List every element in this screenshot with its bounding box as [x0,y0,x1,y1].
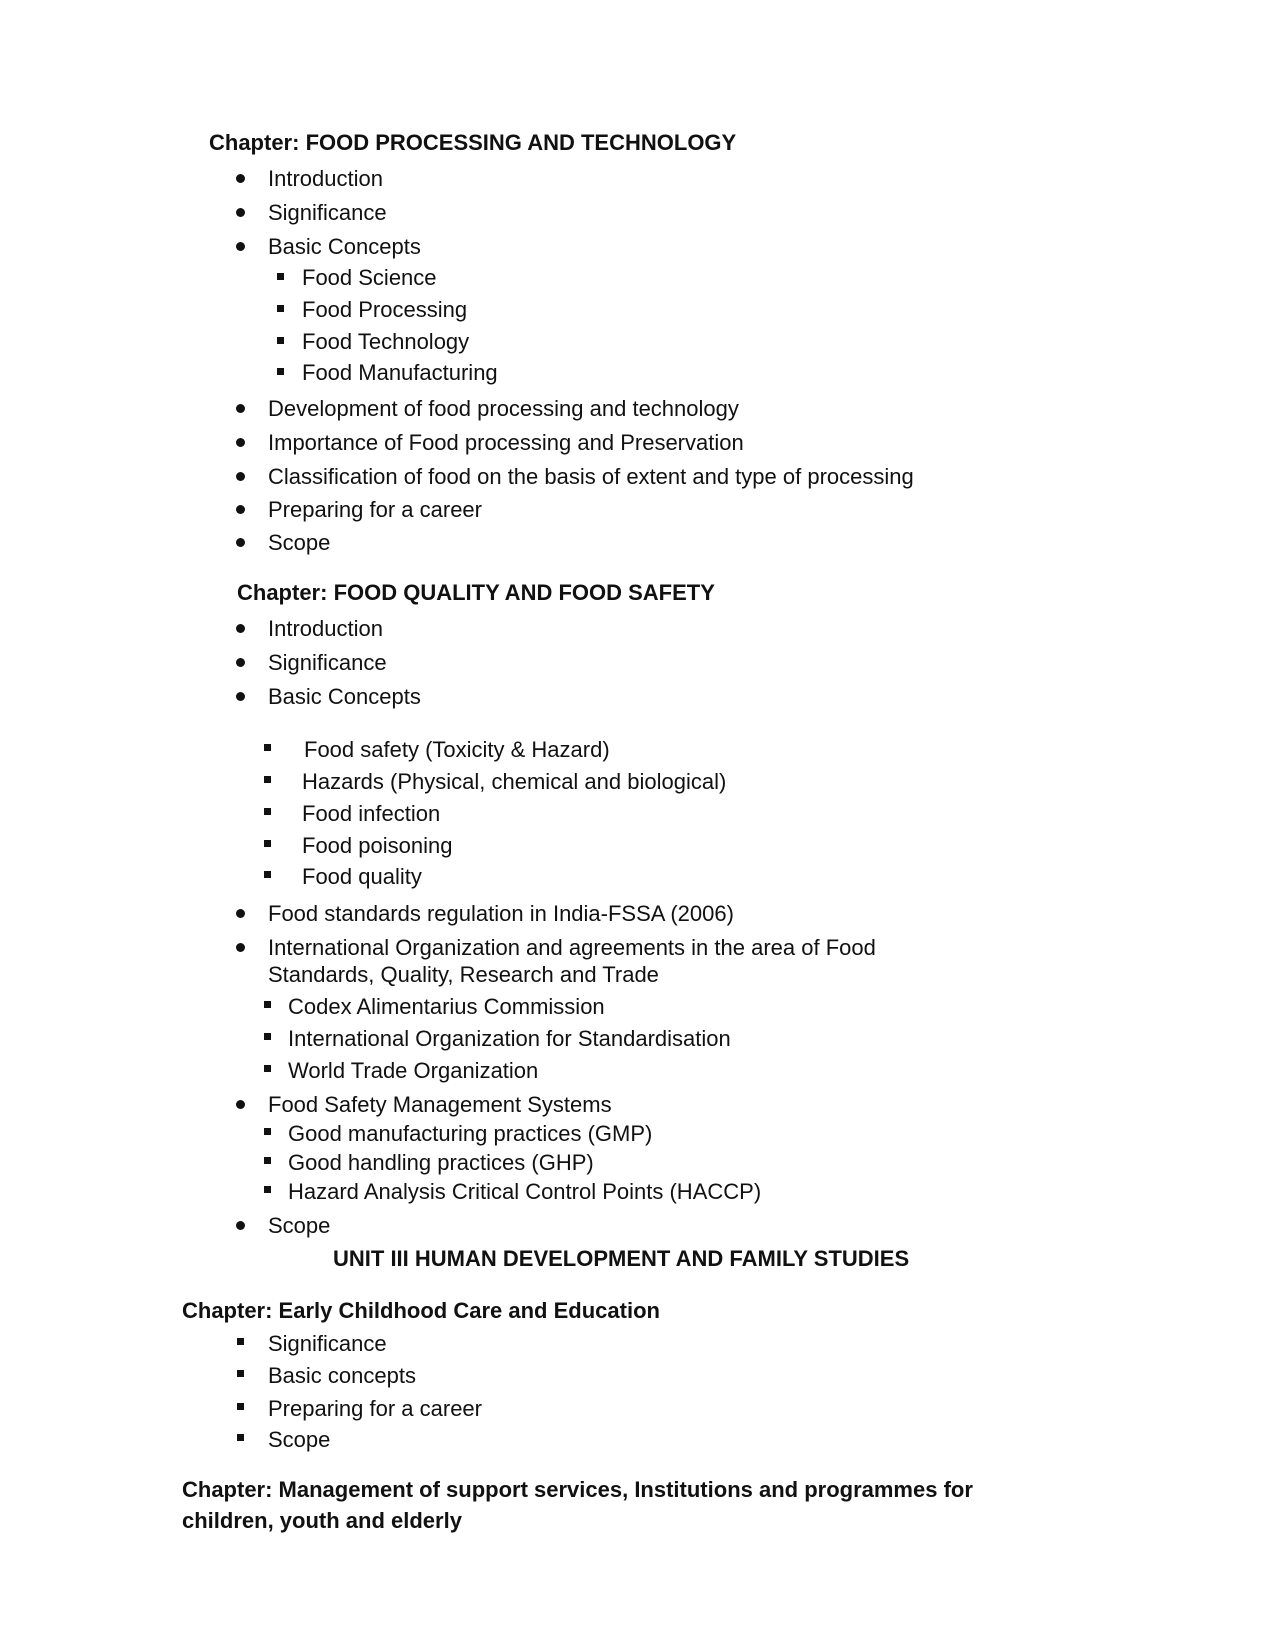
bullet-square-icon [264,776,271,783]
sub-list-item: Good manufacturing practices (GMP) [288,1121,653,1146]
list-item: Importance of Food processing and Preservation [268,430,744,455]
list-item: Basic concepts [268,1363,416,1388]
list-item: Significance [268,650,387,675]
list-item: Significance [268,1331,387,1356]
bullet-square-icon [237,1370,244,1377]
list-item: Significance [268,200,387,225]
chapter-heading-support-services-line-2: children, youth and elderly [182,1508,462,1533]
chapter-heading-food-processing [209,130,736,156]
list-item: Classification of food on the basis of extent and type of processing [268,464,914,489]
list-item: Introduction [268,616,383,641]
bullet-dot-icon [236,472,245,481]
bullet-square-icon [237,1434,244,1441]
list-item: Basic Concepts [268,234,421,259]
chapter-prefix: Chapter: [237,580,334,605]
bullet-square-icon [264,840,271,847]
unit-heading: UNIT III HUMAN DEVELOPMENT AND FAMILY STUDIES [333,1246,910,1271]
list-item-line-1: International Organization and agreements in the area of Food [268,935,876,960]
bullet-square-icon [277,368,284,375]
bullet-square-icon [237,1403,244,1410]
sub-list-item: Food Technology [302,329,470,354]
list-item: Introduction [268,166,383,191]
chapter-prefix: Chapter: [209,130,306,155]
bullet-dot-icon [236,438,245,447]
bullet-dot-icon [236,208,245,217]
bullet-square-icon [264,1157,271,1164]
bullet-square-icon [264,1065,271,1072]
sub-list-item: Hazard Analysis Critical Control Points (HACCP) [288,1179,762,1204]
bullet-square-icon [277,305,284,312]
bullet-square-icon [264,808,271,815]
bullet-square-icon [264,1001,271,1008]
sub-list-item: International Organization for Standardisation [288,1026,731,1051]
bullet-dot-icon [236,1221,245,1230]
sub-list-item: Food infection [302,801,441,826]
bullet-dot-icon [236,692,245,701]
bullet-square-icon [277,273,284,280]
bullet-dot-icon [236,909,245,918]
list-item: Food standards regulation in India-FSSA (2006) [268,901,734,926]
bullet-square-icon [264,1186,271,1193]
bullet-square-icon [264,1033,271,1040]
sub-list-item: Food safety (Toxicity & Hazard) [304,737,610,762]
bullet-dot-icon [236,174,245,183]
sub-list-item: Food quality [302,864,422,889]
list-item: Preparing for a career [268,1396,482,1421]
list-item: Scope [268,530,331,555]
list-item: Food Safety Management Systems [268,1092,612,1117]
bullet-square-icon [264,871,271,878]
list-item: Scope [268,1427,331,1452]
list-item-line-2: Standards, Quality, Research and Trade [268,962,659,987]
bullet-dot-icon [236,943,245,952]
bullet-dot-icon [236,538,245,547]
sub-list-item: Good handling practices (GHP) [288,1150,594,1175]
list-item: Basic Concepts [268,684,421,709]
sub-list-item: Food Manufacturing [302,360,498,385]
bullet-dot-icon [236,658,245,667]
chapter-heading-early-childhood: Chapter: Early Childhood Care and Education [182,1298,660,1323]
bullet-square-icon [277,337,284,344]
bullet-square-icon [264,744,271,751]
bullet-dot-icon [236,404,245,413]
sub-list-item: Food poisoning [302,833,453,858]
sub-list-item: Hazards (Physical, chemical and biological) [302,769,727,794]
bullet-dot-icon [236,1100,245,1109]
chapter-heading-support-services-line-1: Chapter: Management of support services, Institutions and programmes for [182,1477,973,1502]
bullet-square-icon [237,1338,244,1345]
sub-list-item: Codex Alimentarius Commission [288,994,605,1019]
chapter-heading-food-quality [237,580,715,606]
bullet-dot-icon [236,624,245,633]
bullet-dot-icon [236,505,245,514]
bullet-dot-icon [236,242,245,251]
list-item: Scope [268,1213,331,1238]
chapter-title: FOOD QUALITY AND FOOD SAFETY [333,580,715,605]
list-item: Preparing for a career [268,497,482,522]
sub-list-item: Food Processing [302,297,468,322]
list-item: Development of food processing and technology [268,396,739,421]
bullet-square-icon [264,1128,271,1135]
sub-list-item: Food Science [302,265,437,290]
chapter-title: FOOD PROCESSING AND TECHNOLOGY [305,130,737,155]
sub-list-item: World Trade Organization [288,1058,539,1083]
